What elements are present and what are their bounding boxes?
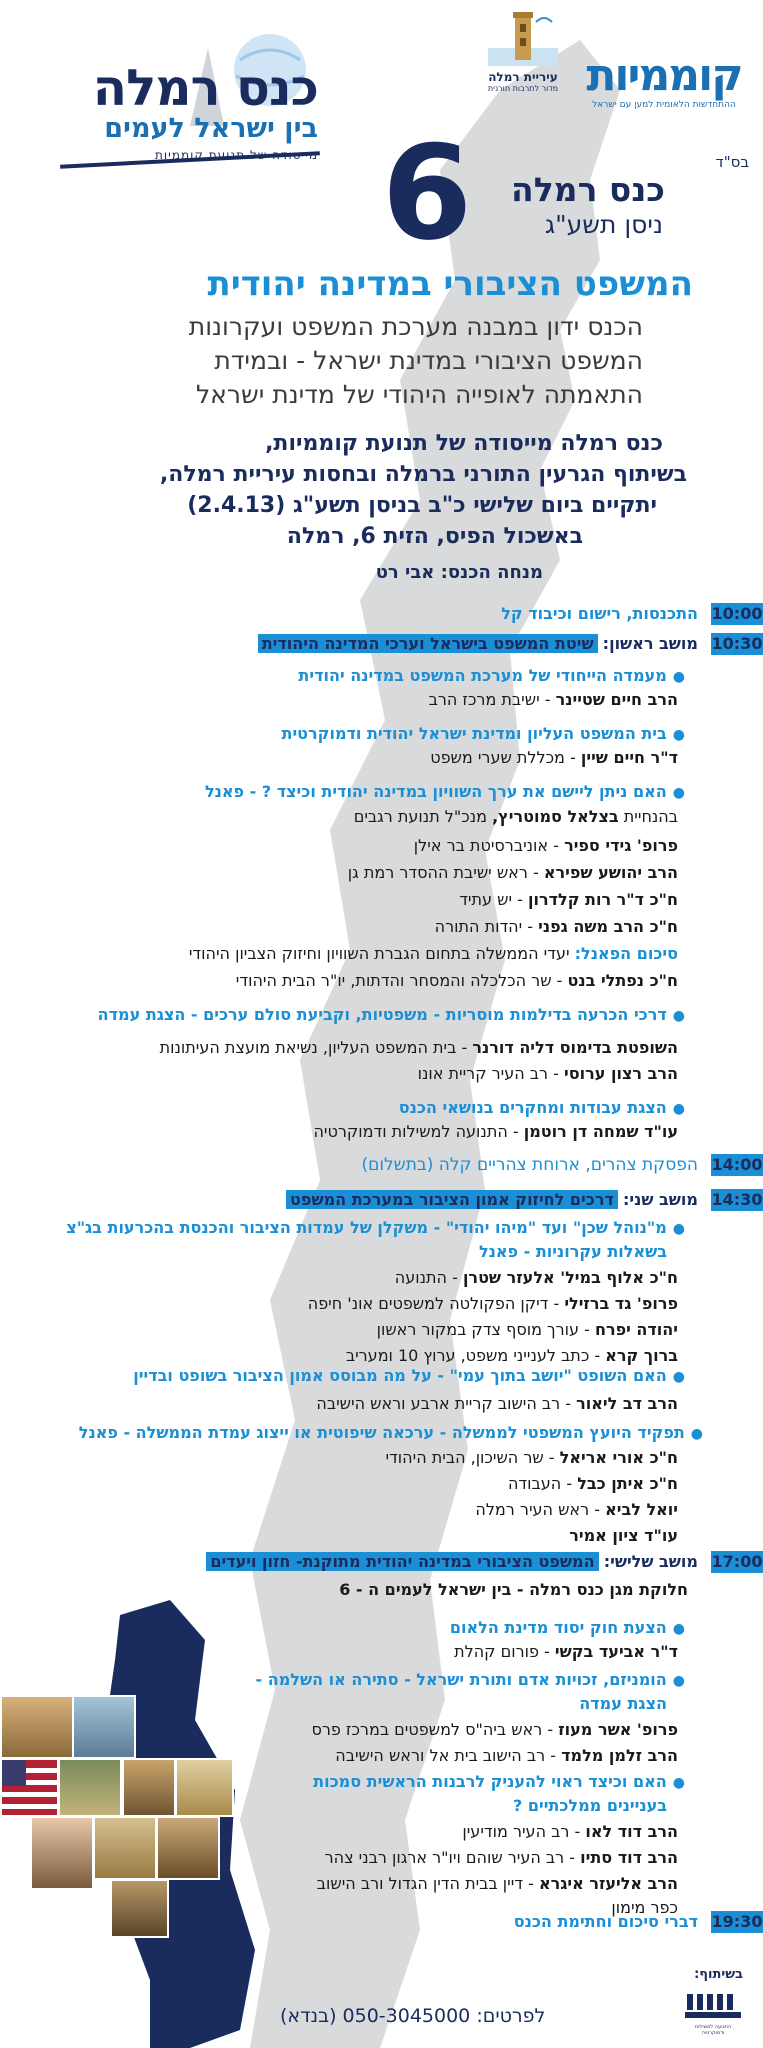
topic-continuation: בעניינים ממלכתיים ?	[513, 1796, 667, 1815]
speaker-role: - דיין בבית הדין הגדול ורב הישוב	[316, 1874, 534, 1893]
speaker-name: הרב חיים שטיינר	[555, 690, 678, 709]
speaker	[311, 1718, 678, 1742]
speaker-name: ח"כ אלוף במיל' אלעזר שטרן	[462, 1268, 678, 1287]
speaker-name: פרופ' אשר מעוז	[558, 1720, 678, 1739]
ramla-city-name: עיריית רמלה	[488, 70, 558, 84]
speaker-role: - רב העיר קריית אונו	[417, 1064, 559, 1083]
info-line: באשכול הפיס, הזית 6, רמלה	[286, 524, 583, 549]
speaker-name: ח"כ איתן כבל	[577, 1474, 678, 1493]
speaker-role: - שר השיכון, הבית היהודי	[385, 1448, 555, 1467]
speaker-role: - ישיבת מרכז הרב	[428, 690, 551, 709]
award-text: חלוקת מגן כנס רמלה - בין ישראל לעמים ה - 6	[339, 1580, 688, 1599]
kommiut-logo-text: קוממיות	[586, 50, 742, 101]
partner-org-name: התנועה למשילות ודמוקרטיה	[694, 2024, 732, 2036]
speaker-name: הרב רצון ערוסי	[564, 1064, 678, 1083]
panel-summary-text: יעדי הממשלה בתחום הגברת השוויון וחיזוק הצביון היהודי	[188, 944, 570, 963]
topic-text: הומניזם, זכויות אדם ותורת ישראל - סתירה או השלמה -	[255, 1670, 667, 1689]
speaker-role: - מכללת שערי משפט	[430, 748, 576, 767]
speaker-role: - דיקן הפקולטה למשפטים אונ' חיפה	[307, 1294, 560, 1313]
speaker-role: - ראש ישיבת ההסדר רמת גן	[347, 863, 539, 882]
ramla-municipality-logo	[478, 10, 568, 93]
ramla-city-sub: מדור לתרבות תורנית	[487, 84, 559, 93]
conference-moderator: מנחה הכנס: אבי רט	[375, 562, 543, 583]
kommiut-logo	[579, 52, 749, 110]
bullet-icon: ●	[690, 1426, 703, 1442]
speaker	[317, 1872, 678, 1896]
speaker	[508, 1472, 678, 1496]
speaker-role: - העבודה	[507, 1474, 573, 1493]
speaker	[435, 915, 678, 939]
session-title: המשפט הציבורי במדינה יהודית מתוקנת- חזון ויעדים	[206, 1552, 598, 1571]
speaker	[316, 1392, 678, 1416]
panel-summary-label: סיכום הפאנל:	[574, 944, 678, 963]
speaker-role: - ראש ביה"ס למשפטים במרכז פרס	[311, 1720, 554, 1739]
session-3-header	[206, 1550, 698, 1574]
conference-logo-title: כנס רמלה	[92, 59, 318, 117]
speaker-name: השופטת בדימוס דליה דורנר	[472, 1038, 678, 1057]
movement-logo-icon	[683, 1990, 743, 2020]
speaker-name: יואל לביא	[605, 1500, 678, 1519]
schedule-item-registration	[501, 602, 698, 626]
schedule-item-closing	[514, 1910, 698, 1934]
speaker	[236, 969, 678, 993]
conference-logo-org: מייסודה של תנועת קוממיות	[154, 148, 318, 162]
lunch-text: הפסקת צהרים, ארוחת צהריים קלה (בתשלום)	[361, 1155, 698, 1175]
panel-summary	[189, 942, 678, 966]
bullet-icon: ●	[672, 1775, 685, 1791]
topic-text: תפקיד היועץ המשפטי לממשלה - ערכאה שיפוטית או ייצוג עמדת הממשלה - פאנל	[78, 1423, 685, 1442]
speaker-name: פרופ' גד ברזילי	[564, 1294, 678, 1313]
topic-text: הצעת חוק יסוד מדינת הלאום	[449, 1618, 667, 1637]
session-1-header	[258, 632, 698, 656]
speaker-role: - רב העיר שוהם ויו"ר ארגון רבני צהר	[324, 1848, 576, 1867]
photo-landscape	[72, 1695, 136, 1759]
speaker-role: מנכ"ל תנועת רגבים	[353, 807, 487, 826]
partner-logo	[683, 1990, 743, 2036]
intro-line: המשפט הציבורי במדינת ישראל - ובמידת	[214, 346, 643, 375]
topic-text: האם וכיצד ראוי להעניק לרבנות הראשית סמכות	[313, 1772, 667, 1791]
speaker-role: - יהדות התורה	[434, 917, 534, 936]
topic-text: בית המשפט העליון ומדינת ישראל יהודית ודמוקרטית	[281, 724, 667, 743]
speaker-role: - יש עתיד	[459, 890, 523, 909]
speaker	[462, 1820, 678, 1844]
bullet-icon: ●	[672, 1008, 685, 1024]
bsd-mark: בס"ד	[715, 153, 749, 171]
speaker-role: - שר הכלכלה והמסחר והדתות, יו"ר הבית היהודי	[235, 971, 563, 990]
speaker	[475, 1498, 678, 1522]
session-title: דרכים לחיזוק אמון הציבור במערכת המשפט	[286, 1190, 618, 1209]
session-label: מושב שני:	[622, 1190, 698, 1209]
speaker-name: הרב אליעזר איגרא	[538, 1874, 678, 1893]
photo-child	[30, 1816, 94, 1890]
bullet-icon: ●	[672, 1101, 685, 1117]
closing-text: דברי סיכום וחתימת הכנס	[513, 1912, 698, 1931]
topic	[450, 1616, 685, 1641]
topic	[79, 1421, 703, 1446]
speaker	[385, 1446, 678, 1470]
partner-label: בשיתוף:	[694, 1967, 743, 1982]
session-title: שיטת המשפט בישראל וערכי המדינה היהודית	[258, 634, 598, 653]
award-ceremony	[339, 1578, 688, 1602]
speaker-role: - אוניברסיטת בר אילן	[413, 836, 559, 855]
speaker-name: פרופ' גידי ספיר	[564, 836, 678, 855]
speaker	[429, 688, 678, 712]
panel-moderator	[354, 805, 678, 829]
photo-western-wall	[156, 1816, 220, 1880]
ramla-tower-icon	[488, 10, 558, 70]
photo-building	[93, 1816, 157, 1880]
conference-hebrew-date: ניסן תשע"ג	[544, 210, 663, 239]
photo-street	[110, 1879, 169, 1938]
ramla-conference-logo	[30, 30, 330, 170]
topic-text: מעמדה הייחודי של מערכת המשפט במדינה יהודית	[298, 666, 667, 685]
intro-line: התאמתה לאופייה היהודי של מדינת ישראל	[195, 380, 643, 409]
speaker-role: - רב הישוב קריית ארבע וראש הישיבה	[316, 1394, 572, 1413]
speaker-name: הרב דוד סתיו	[580, 1848, 678, 1867]
speaker	[395, 1266, 678, 1290]
speaker	[160, 1036, 678, 1060]
topic-text: האם השופט "יושב בתוך עמי" - על מה מבוסס אמון הציבור בשופט ובדיין	[133, 1366, 667, 1385]
time-badge: 17:00	[711, 1552, 763, 1571]
speaker-role: - רב העיר מודיעין	[462, 1822, 581, 1841]
registration-text: התכנסות, רישום וכיבוד קל	[501, 604, 698, 623]
speaker-name: ד"ר אביעד בקשי	[554, 1642, 678, 1661]
bullet-icon: ●	[672, 727, 685, 743]
time-badge: 14:00	[711, 1155, 763, 1174]
conference-main-title: המשפט הציבורי במדינה יהודית	[207, 264, 693, 304]
speaker	[308, 1292, 678, 1316]
speaker-name: ח"כ נפתלי בנט	[567, 971, 678, 990]
speaker	[325, 1846, 678, 1870]
session-2-header	[286, 1188, 698, 1212]
info-line: כנס רמלה מייסודה של תנועת קוממיות,	[265, 431, 663, 456]
moderator-prefix: בהנחיית	[623, 807, 678, 826]
photo-people	[175, 1758, 234, 1817]
speaker-role: - עורך מוסף צדק במקור ראשון	[376, 1320, 590, 1339]
topic	[255, 1668, 685, 1693]
intro-line: הכנס ידון במבנה מערכת המשפט ועקרונות	[188, 312, 643, 341]
speaker-name: הרב יהושע שפירא	[543, 863, 678, 882]
schedule-item-lunch	[361, 1153, 698, 1177]
speaker	[313, 1120, 678, 1144]
speaker-role: - ראש העיר רמלה	[475, 1500, 600, 1519]
flag-icon	[2, 1760, 57, 1815]
bullet-icon: ●	[672, 785, 685, 801]
bullet-icon: ●	[672, 1221, 685, 1237]
speaker-role: - רב הישוב בית אל וראש הישיבה	[335, 1746, 556, 1765]
session-label: מושב ראשון:	[602, 634, 698, 653]
speaker	[335, 1744, 678, 1768]
topic	[282, 722, 685, 747]
speaker-name: יהודה יפרח	[594, 1320, 678, 1339]
topic	[298, 664, 685, 689]
bullet-icon: ●	[672, 1673, 685, 1689]
info-line: יתקיים ביום שלישי כ"ב בניסן תשע"ג (2.4.13)	[187, 493, 657, 518]
speaker-role: - התנועה למשילות ודמוקרטיה	[313, 1122, 519, 1141]
edition-number: 6	[381, 117, 473, 269]
speaker	[569, 1524, 678, 1548]
photo-field	[58, 1758, 122, 1817]
speaker-role: כפר מימון	[611, 1898, 678, 1917]
speaker-name: הרב דב ליאור	[576, 1394, 678, 1413]
conference-logo-subtitle: בין ישראל לעמים	[104, 113, 318, 144]
bullet-icon: ●	[672, 1621, 685, 1637]
topic	[133, 1364, 685, 1389]
time-badge: 10:30	[711, 634, 763, 653]
photo-flag	[0, 1758, 59, 1817]
speaker-name: הרב זלמן מלמד	[561, 1746, 678, 1765]
speaker-name: בצלאל סמוטריץ,	[492, 807, 619, 826]
time-badge: 14:30	[711, 1190, 763, 1209]
photo-old-city	[0, 1695, 74, 1759]
bullet-icon: ●	[672, 669, 685, 685]
speaker-role: - התנועה	[394, 1268, 458, 1287]
topic-continuation: הצגת עמדה	[579, 1694, 667, 1713]
speaker	[454, 1640, 678, 1664]
speaker-name: ד"ר חיים שיין	[580, 748, 678, 767]
topic-text: דרכי הכרעה בדילמות מוסריות - משפטיות, וקביעת סולם ערכים - הצגת עמדה	[97, 1005, 667, 1024]
speaker	[430, 746, 678, 770]
topic	[399, 1096, 685, 1121]
topic-text: הצגת עבודות ומחקרים בנושאי הכנס	[398, 1098, 667, 1117]
photo-collage	[0, 1695, 250, 1940]
topic	[205, 780, 685, 805]
speaker	[348, 861, 678, 885]
speaker	[414, 834, 678, 858]
time-badge: 19:30	[711, 1912, 763, 1931]
speaker	[459, 888, 678, 912]
kommiut-tagline: ההתחדשות הלאומית למען עם ישראל	[592, 100, 736, 110]
speaker-role: - בית המשפט העליון, נשיאת מועצת העיתונות	[159, 1038, 468, 1057]
session-label: מושב שלישי:	[603, 1552, 698, 1571]
speaker	[418, 1062, 678, 1086]
speaker-role: - כתב לענייני משפט, ערוץ 10 ומעריב	[345, 1346, 601, 1365]
speaker-name: ח"כ ד"ר רות קלדרון	[527, 890, 678, 909]
topic	[66, 1216, 685, 1241]
speaker-name: ח"כ הרב משה גפני	[538, 917, 678, 936]
topic	[313, 1770, 685, 1795]
photo-wall	[122, 1758, 176, 1817]
speaker-name: עו"ד ציון אמיר	[569, 1526, 678, 1545]
topic-text: האם ניתן ליישם את ערך השוויון במדינה יהודית וכיצד ? - פאנל	[204, 782, 667, 801]
conference-name: כנס רמלה	[511, 170, 665, 209]
speaker-name: ברוך קרא	[605, 1346, 678, 1365]
speaker-role: - פורום קהלת	[454, 1642, 550, 1661]
speaker-name: ח"כ אורי אריאל	[559, 1448, 678, 1467]
topic-continuation: בשאלות עקרוניות - פאנל	[478, 1242, 667, 1261]
speaker	[377, 1318, 678, 1342]
contact-details: לפרטים: 050-3045000 (בנדא)	[280, 2005, 546, 2027]
time-badge: 10:00	[711, 604, 763, 623]
bullet-icon: ●	[672, 1369, 685, 1385]
topic	[98, 1003, 685, 1028]
info-line: בשיתוף הגרעין התורני ברמלה ובחסות עיריית רמלה,	[159, 462, 687, 487]
speaker-name: הרב דוד לאו	[585, 1822, 678, 1841]
speaker-name: עו"ד שמחה דן רוטמן	[523, 1122, 678, 1141]
topic-text: מ"נוהל שכן" ועד "מיהו יהודי" - משקלן של עמדות הציבור והכנסת בהכרעות בג"צ	[66, 1218, 667, 1237]
